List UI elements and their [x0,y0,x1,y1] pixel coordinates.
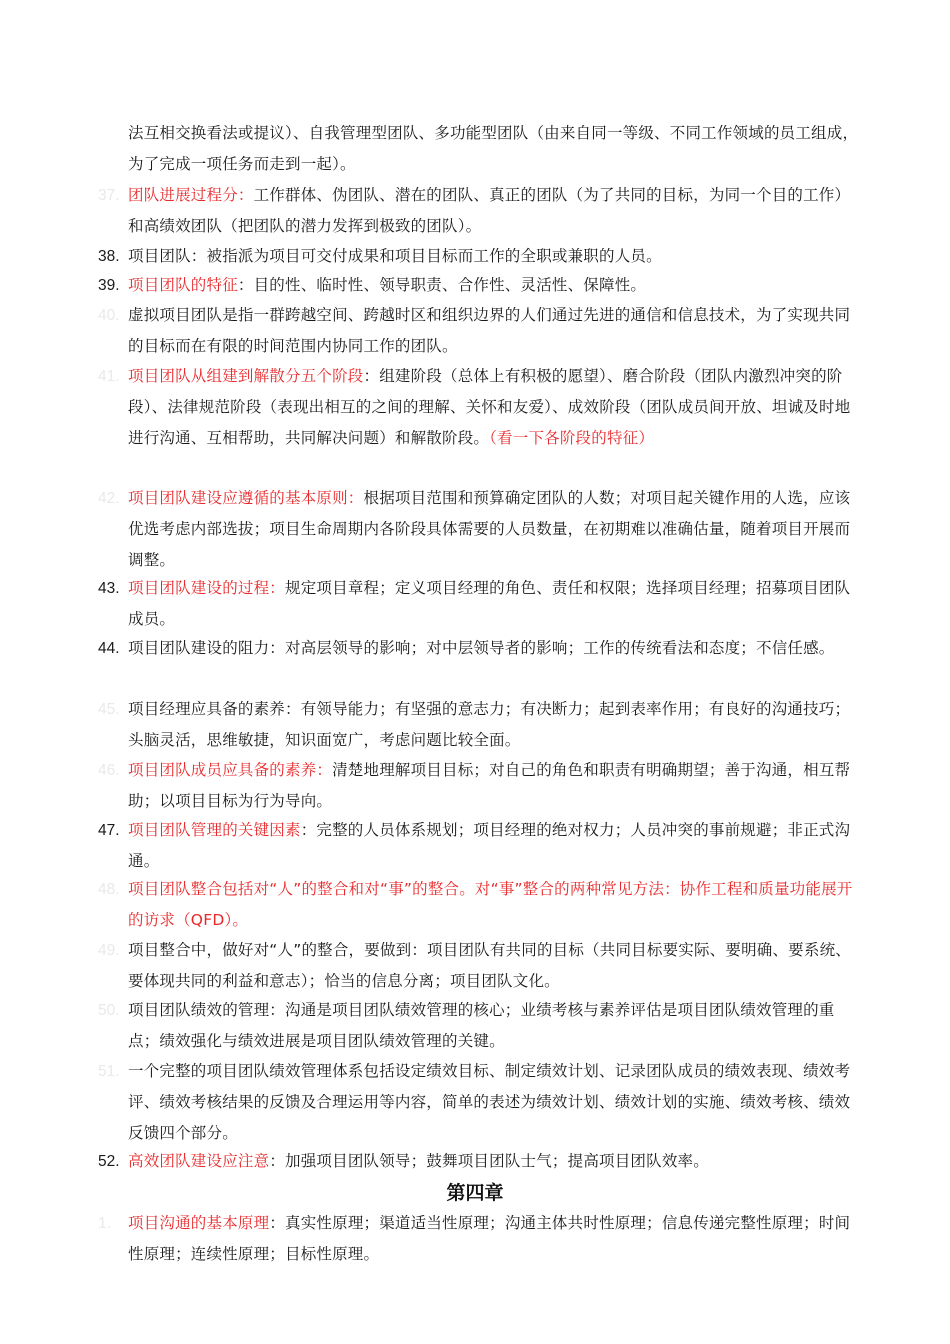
item-number: 47. [98,822,120,839]
list-item [128,300,860,362]
item-number: 49. [98,942,120,959]
list-item [128,1056,860,1149]
item-heading: 项目团队整合包括对“人”的整合和对“事”的整合。对“事”整合的两种常见方法：协作工程和质量功能展开的访求（QFD）。 [128,880,853,929]
list-item [128,361,860,454]
item-number: 40. [98,307,120,324]
item-text: 虚拟项目团队是指一群跨越空间、跨越时区和组织边界的人们通过先进的通信和信息技术，为了实现共同的目标而在有限的时间范围内协同工作的团队。 [128,306,851,355]
item-text: 项目整合中，做好对“人”的整合，要做到：项目团队有共同的目标（共同目标要实际、要明确、要系统、要体现共同的利益和意志）；恰当的信息分离；项目团队文化。 [128,941,851,990]
item-number: 50. [98,1002,120,1019]
item-text: 清楚地理解项目目标；对自己的角色和职责有明确期望；善于沟通，相互帮助；以项目目标为行为导向。 [128,761,851,810]
item-number: 46. [98,762,120,779]
item-number: 51. [98,1063,120,1080]
item-heading: 项目团队成员应具备的素养： [128,761,333,779]
item-heading: 项目沟通的基本原理 [128,1214,270,1232]
item-text: ：加强项目团队领导；鼓舞项目团队士气；提高项目团队效率。 [269,1152,709,1170]
item-number: 48. [98,881,120,898]
item-text: 项目团队绩效的管理：沟通是项目团队绩效管理的核心；业绩考核与素养评估是项目团队绩效管理的重点；绩效强化与绩效进展是项目团队绩效管理的关键。 [128,1001,835,1050]
item-heading: 项目团队建设的过程： [128,579,286,597]
item-number: 52. [98,1153,120,1170]
item-heading: 项目团队建设应遵循的基本原则： [128,489,364,507]
item-text: ：完整的人员体系规划；项目经理的绝对权力；人员冲突的事前规避；非正式沟通。 [128,821,851,870]
item-text: ：目的性、临时性、领导职责、合作性、灵活性、保障性。 [237,276,647,294]
list-item [128,874,860,936]
item-text: 项目团队建设的阻力：对高层领导的影响；对中层领导者的影响；工作的传统看法和态度；不信任感。 [128,639,835,657]
item-text: 根据项目范围和预算确定团队的人数；对项目起关键作用的人选，应该优选考虑内部选拔；项目生命周期内各阶段具体需要的人员数量，在初期难以准确估量，随着项目开展而调整。 [128,489,851,569]
item-text: 项目团队：被指派为项目可交付成果和项目目标而工作的全职或兼职的人员。 [128,247,662,265]
list-item [128,483,860,576]
item-text: 项目经理应具备的素养：有领导能力；有坚强的意志力；有决断力；起到表率作用；有良好的沟通技巧；头脑灵活，思维敏捷，知识面宽广，考虑问题比较全面。 [128,700,851,749]
item-text: ：真实性原理；渠道适当性原理；沟通主体共时性原理；信息传递完整性原理；时间性原理；连续性原理；目标性原理。 [128,1214,851,1263]
list-item [128,694,860,756]
list-item [128,180,860,242]
list-item [128,995,860,1057]
item-heading: 项目团队的特征 [128,276,238,294]
item-number: 44. [98,640,120,657]
item-heading: 团队进展过程分： [128,186,254,204]
item-text: 一个完整的项目团队绩效管理体系包括设定绩效目标、制定绩效计划、记录团队成员的绩效表现、绩效考评、绩效考核结果的反馈及合理运用等内容，简单的表述为绩效计划、绩效计划的实施、绩效考核、绩效反馈四个部分。 [128,1062,851,1142]
list-item [128,755,860,817]
list-item [128,573,860,635]
list-item [128,1208,860,1270]
list-item [128,1146,860,1177]
item-text: 规定项目章程；定义项目经理的角色、责任和权限；选择项目经理；招募项目团队成员。 [128,579,851,628]
item-heading: 高效团队建设应注意 [128,1152,270,1170]
list-item [128,935,860,997]
item-number: 42. [98,490,120,507]
item-number: 43. [98,580,120,597]
list-item [128,633,860,664]
item-heading: 项目团队从组建到解散分五个阶段 [128,367,364,385]
item-text: 工作群体、伪团队、潜在的团队、真正的团队（为了共同的目标，为同一个目的工作）和高绩效团队（把团队的潜力发挥到极致的团队）。 [128,186,851,235]
list-item [128,118,860,180]
item-number: 45. [98,701,120,718]
item-number: 39. [98,277,120,294]
item-number: 41. [98,368,120,385]
item-number: 37. [98,187,120,204]
item-note: （看一下各阶段的特征） [489,429,655,447]
item-heading: 项目团队管理的关键因素 [128,821,301,839]
item-number: 1. [98,1215,111,1232]
chapter-title: 第四章 [446,1182,504,1204]
item-number: 38. [98,248,120,265]
list-item [128,270,860,301]
item-text: ：组建阶段（总体上有积极的愿望）、磨合阶段（团队内激烈冲突的阶段）、法律规范阶段（表现出相互的之间的理解、关怀和友爱）、成效阶段（团队成员间开放、坦诚及时地进行沟通、互相帮助，共同解决问题）和解散阶段。 [128,367,851,447]
list-item [128,241,860,272]
list-item [128,815,860,877]
item-text: 法互相交换看法或提议）、自我管理型团队、多功能型团队（由来自同一等级、不同工作领域的员工组成，为了完成一项任务而走到一起）。 [128,124,859,173]
